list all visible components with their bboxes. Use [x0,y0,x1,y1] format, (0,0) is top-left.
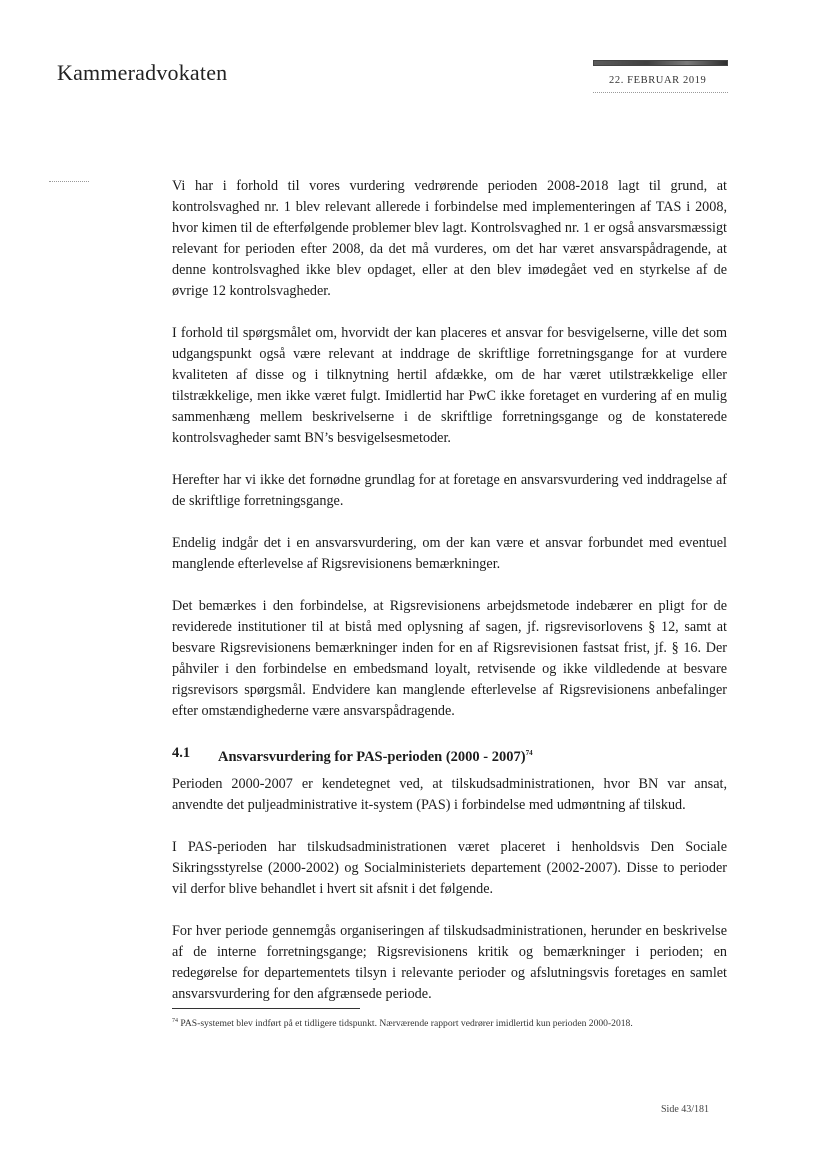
header-dotted-rule [593,92,728,93]
brand-logo: Kammeradvokaten [57,60,228,85]
footnote-number: 74 [172,1018,178,1024]
paragraph: I PAS-perioden har tilskudsadministrationen været placeret i henholdsvis Den Sociale Sikringsstyrelse (2000-2002) og Socialministeriets departement (2002-2007). Disse to perioder vil derfor blive behandlet i hvert sit afsnit i det følgende. [172,838,727,897]
margin-mark [49,181,89,182]
header-bar [593,60,728,66]
section-heading [172,743,727,768]
footnote-divider [172,1008,360,1009]
paragraph: For hver periode gennemgås organiseringen af tilskudsadministrationen, herunder en beskrivelse af de interne forretningsgange; Rigsrevisionens kritik og bemærkninger i perioden; en redegørelse for departementets tilsyn i relevante perioder og afslutningsvis foretages en samlet ansvarsvurdering for den afgrænsede periode. [172,922,727,1002]
paragraph: Endelig indgår det i en ansvarsvurdering, om der kan være et ansvar forbundet med eventuel manglende efterlevelse af Rigsrevisionens bemærkninger. [172,535,727,572]
paragraph: Perioden 2000-2007 er kendetegnet ved, at tilskudsadministrationen, hvor BN var ansat, anvendte det puljeadministrative it-system (PAS) i forbindelse med udmøntning af tilskud. [172,775,727,813]
section-title-wrap [218,743,533,768]
footnote [172,1018,732,1029]
page-number: Side 43/181 [661,1104,710,1115]
paragraph: Herefter har vi ikke det fornødne grundlag for at foretage en ansvarsvurdering ved inddragelse af de skriftlige forretningsgange. [172,472,727,509]
section-title: Ansvarsvurdering for PAS-perioden (2000 - 2007) [218,748,526,765]
document-date: 22. FEBRUAR 2019 [609,75,707,86]
paragraph: Vi har i forhold til vores vurdering vedrørende perioden 2008-2018 lagt til grund, at kontrolsvaghed nr. 1 blev relevant allerede i forbindelse med implementeringen af TAS i 2008, hvor kimen til de efterfølgende problemer blev lagt. Kontrolsvaghed nr. 1 er også ansvarsmæssigt relevant for perioden efter 2008, da det må vurderes, om det har været ansvarspådragende, at denne kontrolsvaghed ikke blev opdaget, eller at den blev imødegået ved en styrkelse af de øvrige 12 kontrolsvagheder. [172,178,727,299]
footnote-reference[interactable]: 74 [525,749,533,757]
section-number: 4.1 [172,745,191,761]
paragraph: Det bemærkes i den forbindelse, at Rigsrevisionens arbejdsmetode indebærer en pligt for de reviderede institutioner til at bistå med oplysning af sagen, jf. rigsrevisorlovens § 12, samt at besvare Rigsrevisionens bemærkninger inden for en af Rigsrevisionen fastsat frist, jf. § 16. Der påhviler i den forbindelse en embedsmand loyalt, retvisende og ikke vildledende at besvare rigsrevisors spørgsmål. Endvidere kan manglende efterlevelse af Rigsrevisionens anbefalinger efter omstændighederne være ansvarspådragende. [172,598,727,719]
header-meta [593,60,728,93]
footnote-text: PAS-systemet blev indført på et tidligere tidspunkt. Nærværende rapport vedrører imidlertid kun perioden 2000-2018. [180,1018,633,1030]
paragraph: I forhold til spørgsmålet om, hvorvidt der kan placeres et ansvar for besvigelserne, ville det som udgangspunkt også være relevant at inddrage de skriftlige forretningsgange for at vurdere kvaliteten af disse og i tilknytning hertil afdække, om de har været utilstrækkelige eller tilstrækkelige, men ikke været fulgt. Imidlertid har PwC ikke foretaget en vurdering af en mulig sammenhæng mellem beskrivelserne i de skriftlige forretningsgange og de konstaterede kontrolsvagheder samt BN’s besvigelsesmetoder. [172,325,727,446]
document-body [172,176,727,1026]
